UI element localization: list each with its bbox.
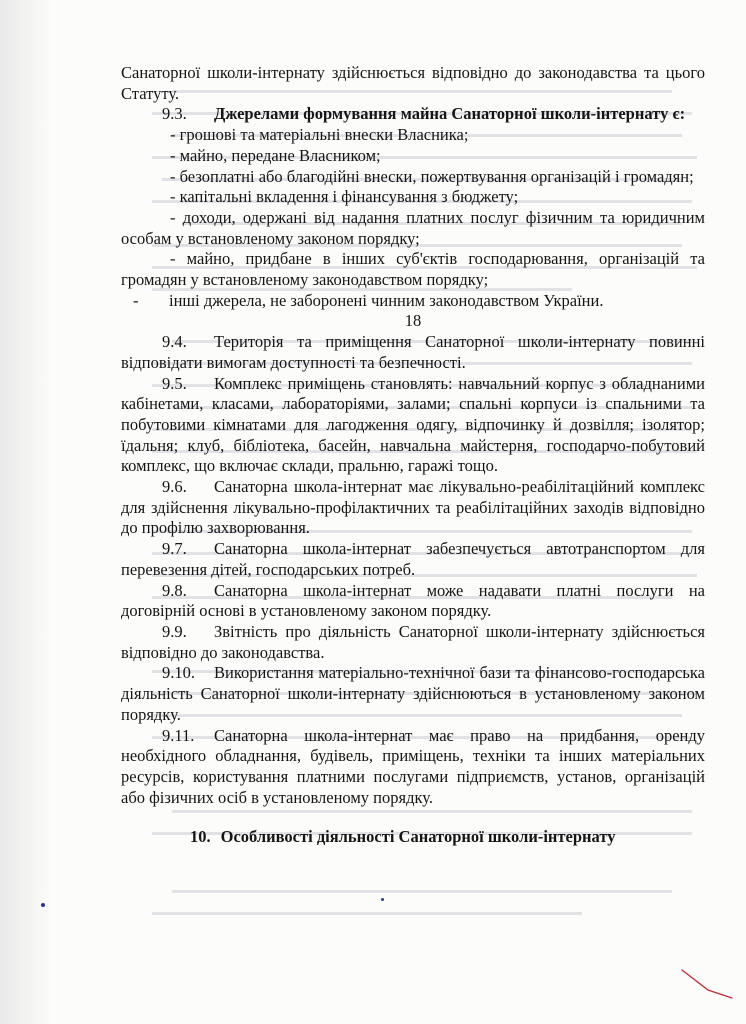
section-title: Особливості діяльності Санаторної школи-інтернату <box>220 827 616 847</box>
list-item: - майно, передане Власником; <box>170 145 381 165</box>
pen-stroke-line <box>682 970 732 998</box>
clause-text: Використання матеріально-технічної бази та фінансово-господарська діяльність Санаторної школи-інтернату здійснюються в установленому законом порядку. <box>121 663 705 724</box>
clause-text: Звітність про діяльність Санаторної школи-інтернату здійснюється відповідно до законодавства. <box>121 621 705 662</box>
section-10-heading <box>121 827 705 848</box>
clause-number: 9.7. <box>162 539 187 559</box>
list-item: - доходи, одержані від надання платних послуг фізичним та юридичним особам у встановленому законом порядку; <box>121 207 705 248</box>
clause-number: 9.9. <box>162 621 187 641</box>
clause-9-6 <box>121 477 705 539</box>
list-item-last <box>121 291 705 312</box>
clause-9-4 <box>121 332 705 373</box>
clause-number: 9.10. <box>162 663 195 683</box>
clause-text: Санаторна школа-інтернат має право на придбання, оренду необхідного обладнання, будівель, приміщень, техніки та інших матеріальних ресурсів, користування платними послугами підприємств, установ, організацій або фізичних осіб в установленому порядку. <box>121 725 705 807</box>
list-item: - грошові та матеріальні внески Власника; <box>170 125 469 145</box>
clause-text: Санаторна школа-інтернат забезпечується автотранспортом для перевезення дітей, господарських потреб. <box>121 539 705 579</box>
clause-number: 9.4. <box>162 332 187 352</box>
clause-9-11 <box>121 726 705 809</box>
clause-9-7 <box>121 539 705 580</box>
section-number: 10. <box>190 827 211 847</box>
page-number: 18 <box>404 311 422 331</box>
clause-text: Комплекс приміщень становлять: навчальний корпус з обладнаними кабінетами, класами, лабораторіями, залами; спальні корпуси із спальними та побутовими кімнатами для лагодження одягу, відпочинку й дозвілля; ізолятор; їдальня; клуб, бібліотека, басейн, навчальна майстерня, господарчо-побутовий комплекс, що включає склади, пральню, гаражі тощо. <box>121 373 705 476</box>
ink-dot <box>381 898 384 901</box>
pen-stroke-mark <box>678 964 738 1004</box>
list-item: - капітальні вкладення і фінансування з бюджету; <box>170 187 519 207</box>
list-item-text: інші джерела, не заборонені чинним законодавством України. <box>169 290 604 310</box>
clause-9-9 <box>121 622 705 663</box>
clause-number: 9.8. <box>162 580 187 600</box>
ink-dot <box>41 903 45 907</box>
document-body <box>121 63 705 848</box>
list-item: - майно, придбане в інших суб'єктів господарювання, організацій та громадян у встановленому законодавством порядку; <box>121 249 705 290</box>
clause-9-3-heading <box>121 104 705 125</box>
binding-edge-shadow <box>0 0 50 1024</box>
clause-9-3-number: 9.3. <box>162 104 187 124</box>
continuation-paragraph: Санаторної школи-інтернату здійснюється відповідно до законодавства та цього Статуту. <box>121 63 705 103</box>
clause-text: Територія та приміщення Санаторної школи-інтернату повинні відповідати вимогам доступності та безпечності. <box>121 332 705 372</box>
clause-number: 9.5. <box>162 373 187 393</box>
list-dash: - <box>133 290 139 310</box>
clause-text: Санаторна школа-інтернат має лікувально-реабілітаційний комплекс для здійснення лікувально-профілактичних та реабілітаційних заходів відповідно до профілю захворювання. <box>121 477 705 538</box>
clause-9-8 <box>121 581 705 622</box>
clause-number: 9.11. <box>162 725 195 745</box>
list-item: - безоплатні або благодійні внески, пожертвування організацій і громадян; <box>170 166 694 186</box>
clause-9-3-title: Джерелами формування майна Санаторної школи-інтернату є: <box>214 104 686 124</box>
clause-text: Санаторна школа-інтернат може надавати платні послуги на договірній основі в установленому законом порядку. <box>121 580 705 621</box>
clause-9-5 <box>121 374 705 478</box>
clause-9-10 <box>121 663 705 725</box>
clause-number: 9.6. <box>162 477 187 497</box>
